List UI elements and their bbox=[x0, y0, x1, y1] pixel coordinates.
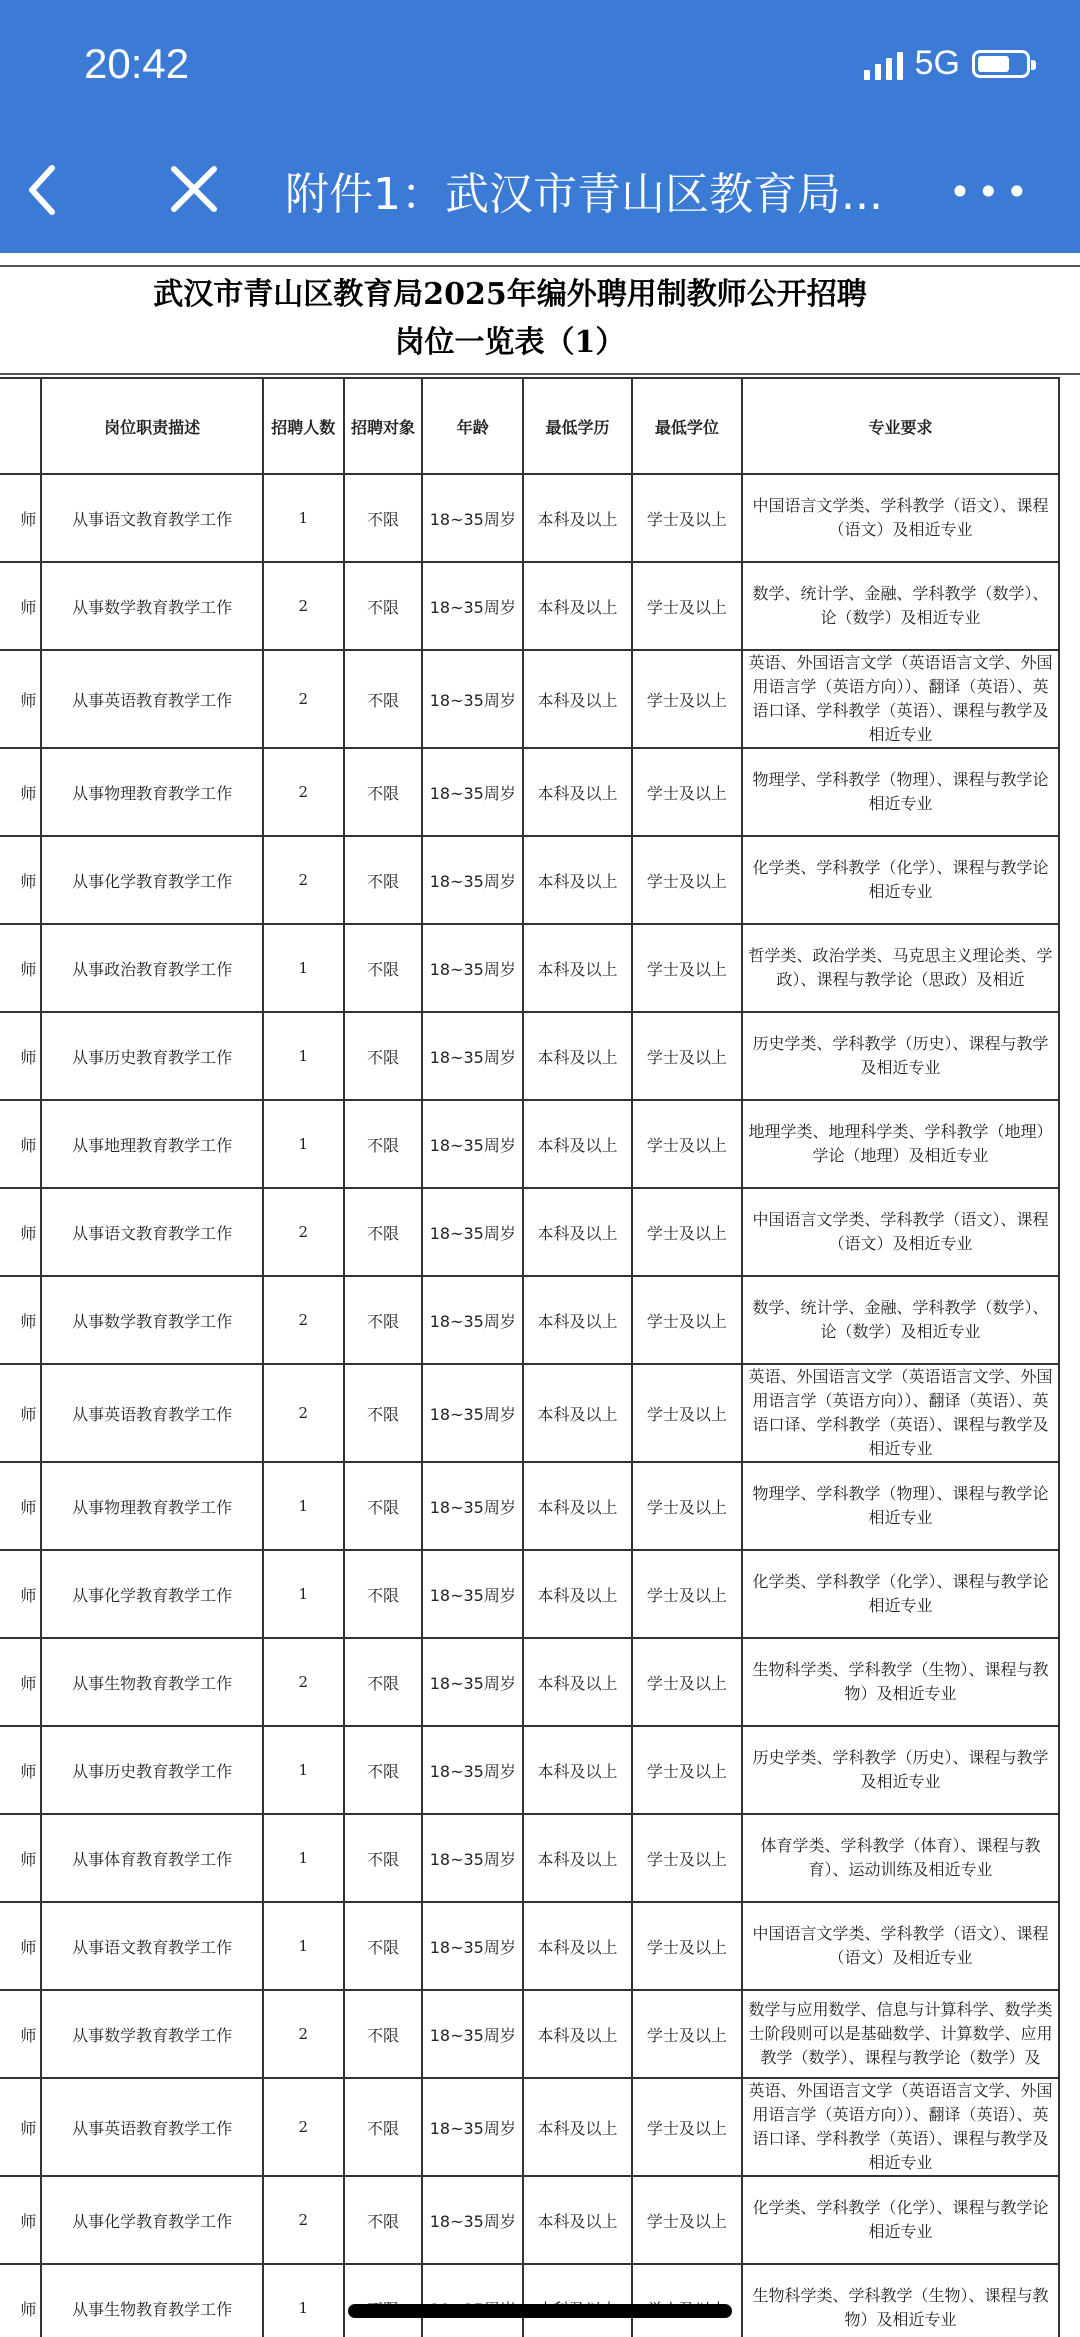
table-row bbox=[0, 1814, 1059, 1902]
top-bar bbox=[0, 0, 1080, 253]
cell-count: 1 bbox=[263, 1100, 344, 1188]
cell-cut: 师 bbox=[0, 836, 41, 924]
cell-count: 2 bbox=[263, 650, 344, 748]
cell-edu: 本科及以上 bbox=[523, 650, 632, 748]
jobs-table-body bbox=[0, 474, 1059, 2337]
cell-major: 生物科学类、学科教学（生物）、课程与教物）及相近专业 bbox=[742, 1638, 1059, 1726]
cell-duty: 从事数学教育教学工作 bbox=[41, 1990, 263, 2078]
header-target: 招聘对象 bbox=[344, 378, 423, 474]
cell-degree: 学士及以上 bbox=[632, 924, 742, 1012]
cell-duty: 从事物理教育教学工作 bbox=[41, 1462, 263, 1550]
cell-degree: 学士及以上 bbox=[632, 748, 742, 836]
cell-count: 1 bbox=[263, 1902, 344, 1990]
back-icon[interactable] bbox=[20, 160, 64, 220]
cell-degree: 学士及以上 bbox=[632, 1814, 742, 1902]
cell-duty: 从事语文教育教学工作 bbox=[41, 1902, 263, 1990]
cell-degree: 学士及以上 bbox=[632, 1462, 742, 1550]
cell-age: 18~35周岁 bbox=[422, 1990, 523, 2078]
header-major: 专业要求 bbox=[742, 378, 1059, 474]
cell-degree: 学士及以上 bbox=[632, 2078, 742, 2176]
cell-degree: 学士及以上 bbox=[632, 1364, 742, 1462]
cell-age: 18~35周岁 bbox=[422, 1550, 523, 1638]
cell-duty: 从事英语教育教学工作 bbox=[41, 1364, 263, 1462]
header-count: 招聘人数 bbox=[263, 378, 344, 474]
table-row bbox=[0, 748, 1059, 836]
cell-major: 历史学类、学科教学（历史）、课程与教学及相近专业 bbox=[742, 1726, 1059, 1814]
cell-age: 18~35周岁 bbox=[422, 924, 523, 1012]
cell-age: 18~35周岁 bbox=[422, 2176, 523, 2264]
cell-major: 体育学类、学科教学（体育）、课程与教育）、运动训练及相近专业 bbox=[742, 1814, 1059, 1902]
table-row bbox=[0, 474, 1059, 562]
cell-duty: 从事历史教育教学工作 bbox=[41, 1726, 263, 1814]
header-duty: 岗位职责描述 bbox=[41, 378, 263, 474]
table-row bbox=[0, 1276, 1059, 1364]
cell-degree: 学士及以上 bbox=[632, 1276, 742, 1364]
cell-duty: 从事政治教育教学工作 bbox=[41, 924, 263, 1012]
cell-edu: 本科及以上 bbox=[523, 1276, 632, 1364]
title-line-1: 武汉市青山区教育局2025年编外聘用制教师公开招聘 bbox=[153, 277, 867, 312]
cell-target: 不限 bbox=[344, 650, 423, 748]
table-row bbox=[0, 1188, 1059, 1276]
cell-cut: 师 bbox=[0, 1364, 41, 1462]
cell-degree: 学士及以上 bbox=[632, 836, 742, 924]
cell-age: 18~35周岁 bbox=[422, 650, 523, 748]
cell-count: 1 bbox=[263, 474, 344, 562]
cell-major: 化学类、学科教学（化学）、课程与教学论相近专业 bbox=[742, 2176, 1059, 2264]
cell-degree: 学士及以上 bbox=[632, 1990, 742, 2078]
cell-major: 化学类、学科教学（化学）、课程与教学论相近专业 bbox=[742, 1550, 1059, 1638]
title-line-2: 岗位一览表（1） bbox=[394, 325, 626, 360]
cell-duty: 从事生物教育教学工作 bbox=[41, 2264, 263, 2337]
close-icon[interactable] bbox=[168, 163, 220, 215]
table-row bbox=[0, 1990, 1059, 2078]
cell-age: 18~35周岁 bbox=[422, 1012, 523, 1100]
cell-age: 18~35周岁 bbox=[422, 1814, 523, 1902]
cell-duty: 从事历史教育教学工作 bbox=[41, 1012, 263, 1100]
more-icon[interactable]: ••• bbox=[948, 170, 1034, 214]
cell-major: 哲学类、政治学类、马克思主义理论类、学政）、课程与教学论（思政）及相近 bbox=[742, 924, 1059, 1012]
cell-cut: 师 bbox=[0, 474, 41, 562]
cell-age: 18~35周岁 bbox=[422, 1276, 523, 1364]
cell-degree: 学士及以上 bbox=[632, 1726, 742, 1814]
cell-edu: 本科及以上 bbox=[523, 474, 632, 562]
cell-major: 英语、外国语言文学（英语语言文学、外国用语言学（英语方向））、翻译（英语）、英语口译、学科教学（英语）、课程与教学及相近专业 bbox=[742, 650, 1059, 748]
cell-age: 18~35周岁 bbox=[422, 1726, 523, 1814]
cell-cut: 师 bbox=[0, 1550, 41, 1638]
cell-count: 2 bbox=[263, 562, 344, 650]
table-row bbox=[0, 1550, 1059, 1638]
cell-major: 数学与应用数学、信息与计算科学、数学类士阶段则可以是基础数学、计算数学、应用教学（数学）、课程与教学论（数学）及 bbox=[742, 1990, 1059, 2078]
cell-major: 数学、统计学、金融、学科教学（数学）、论（数学）及相近专业 bbox=[742, 1276, 1059, 1364]
cell-edu: 本科及以上 bbox=[523, 748, 632, 836]
cell-count: 2 bbox=[263, 748, 344, 836]
table-row bbox=[0, 650, 1059, 748]
cell-target: 不限 bbox=[344, 836, 423, 924]
cell-age: 18~35周岁 bbox=[422, 474, 523, 562]
document-title bbox=[0, 271, 1020, 367]
cell-edu: 本科及以上 bbox=[523, 1990, 632, 2078]
cell-edu: 本科及以上 bbox=[523, 2176, 632, 2264]
divider bbox=[0, 373, 1080, 375]
network-type: 5G bbox=[914, 44, 960, 82]
cell-count: 2 bbox=[263, 1364, 344, 1462]
cell-edu: 本科及以上 bbox=[523, 1638, 632, 1726]
cell-target: 不限 bbox=[344, 924, 423, 1012]
table-row bbox=[0, 562, 1059, 650]
cell-count: 1 bbox=[263, 1462, 344, 1550]
cell-count: 2 bbox=[263, 1276, 344, 1364]
cell-age: 18~35周岁 bbox=[422, 1364, 523, 1462]
cell-degree: 学士及以上 bbox=[632, 474, 742, 562]
cell-target: 不限 bbox=[344, 1364, 423, 1462]
cell-degree: 学士及以上 bbox=[632, 1100, 742, 1188]
cell-count: 2 bbox=[263, 836, 344, 924]
document-view[interactable] bbox=[0, 253, 1080, 2337]
cell-cut: 师 bbox=[0, 2176, 41, 2264]
cell-edu: 本科及以上 bbox=[523, 1902, 632, 1990]
cell-degree: 学士及以上 bbox=[632, 1550, 742, 1638]
cell-count: 2 bbox=[263, 1638, 344, 1726]
cell-edu: 本科及以上 bbox=[523, 1462, 632, 1550]
cell-cut: 师 bbox=[0, 1188, 41, 1276]
table-row bbox=[0, 1364, 1059, 1462]
cell-count: 2 bbox=[263, 1990, 344, 2078]
cell-degree: 学士及以上 bbox=[632, 1902, 742, 1990]
cell-edu: 本科及以上 bbox=[523, 1100, 632, 1188]
cell-age: 18~35周岁 bbox=[422, 1638, 523, 1726]
cell-cut: 师 bbox=[0, 1814, 41, 1902]
cell-cut: 师 bbox=[0, 924, 41, 1012]
cell-edu: 本科及以上 bbox=[523, 1550, 632, 1638]
cell-cut: 师 bbox=[0, 748, 41, 836]
cell-count: 1 bbox=[263, 1012, 344, 1100]
cell-count: 1 bbox=[263, 1814, 344, 1902]
cell-edu: 本科及以上 bbox=[523, 1726, 632, 1814]
table-row bbox=[0, 836, 1059, 924]
cell-target: 不限 bbox=[344, 474, 423, 562]
cell-duty: 从事地理教育教学工作 bbox=[41, 1100, 263, 1188]
cell-age: 18~35周岁 bbox=[422, 748, 523, 836]
battery-icon bbox=[972, 50, 1030, 78]
cell-duty: 从事生物教育教学工作 bbox=[41, 1638, 263, 1726]
cell-cut: 师 bbox=[0, 1902, 41, 1990]
cell-major: 中国语言文学类、学科教学（语文）、课程（语文）及相近专业 bbox=[742, 1188, 1059, 1276]
cell-cut: 师 bbox=[0, 1100, 41, 1188]
cell-cut: 师 bbox=[0, 2078, 41, 2176]
cell-target: 不限 bbox=[344, 1814, 423, 1902]
cell-age: 18~35周岁 bbox=[422, 1100, 523, 1188]
cell-count: 2 bbox=[263, 1188, 344, 1276]
header-edu: 最低学历 bbox=[523, 378, 632, 474]
cell-major: 中国语言文学类、学科教学（语文）、课程（语文）及相近专业 bbox=[742, 474, 1059, 562]
cell-major: 化学类、学科教学（化学）、课程与教学论相近专业 bbox=[742, 836, 1059, 924]
cell-degree: 学士及以上 bbox=[632, 1012, 742, 1100]
cell-target: 不限 bbox=[344, 1462, 423, 1550]
cell-degree: 学士及以上 bbox=[632, 1188, 742, 1276]
cell-count: 1 bbox=[263, 1550, 344, 1638]
cell-target: 不限 bbox=[344, 1188, 423, 1276]
page-title: 附件1：武汉市青山区教育局... bbox=[285, 169, 883, 220]
cell-degree: 学士及以上 bbox=[632, 2176, 742, 2264]
signal-icon bbox=[864, 48, 903, 80]
cell-target: 不限 bbox=[344, 748, 423, 836]
cell-target: 不限 bbox=[344, 1902, 423, 1990]
cell-edu: 本科及以上 bbox=[523, 1188, 632, 1276]
cell-cut: 师 bbox=[0, 1726, 41, 1814]
header-age: 年龄 bbox=[422, 378, 523, 474]
table-row bbox=[0, 1638, 1059, 1726]
cell-age: 18~35周岁 bbox=[422, 836, 523, 924]
cell-degree: 学士及以上 bbox=[632, 650, 742, 748]
cell-target bbox=[344, 2264, 423, 2337]
cell-major: 中国语言文学类、学科教学（语文）、课程（语文）及相近专业 bbox=[742, 1902, 1059, 1990]
header-cell-cut bbox=[0, 378, 41, 474]
status-time: 20:42 bbox=[84, 40, 190, 87]
cell-edu: 本科及以上 bbox=[523, 2078, 632, 2176]
cell-major: 地理学类、地理科学类、学科教学（地理）学论（地理）及相近专业 bbox=[742, 1100, 1059, 1188]
cell-age: 18~35周岁 bbox=[422, 1188, 523, 1276]
cell-age bbox=[422, 2264, 523, 2337]
cell-count: 1 bbox=[263, 2264, 344, 2337]
cell-age: 18~35周岁 bbox=[422, 562, 523, 650]
cell-major: 英语、外国语言文学（英语语言文学、外国用语言学（英语方向））、翻译（英语）、英语口译、学科教学（英语）、课程与教学及相近专业 bbox=[742, 2078, 1059, 2176]
table-row bbox=[0, 2264, 1059, 2337]
jobs-table bbox=[0, 377, 1060, 2337]
cell-target: 不限 bbox=[344, 2176, 423, 2264]
cell-count: 1 bbox=[263, 924, 344, 1012]
cell-target: 不限 bbox=[344, 2078, 423, 2176]
cell-degree: 学士及以上 bbox=[632, 562, 742, 650]
cell-edu: 本科及以上 bbox=[523, 1814, 632, 1902]
cell-major: 生物科学类、学科教学（生物）、课程与教物）及相近专业 bbox=[742, 2264, 1059, 2337]
cell-edu: 本科及以上 bbox=[523, 836, 632, 924]
cell-target: 不限 bbox=[344, 1550, 423, 1638]
cell-count: 2 bbox=[263, 2176, 344, 2264]
cell-count: 2 bbox=[263, 2078, 344, 2176]
cell-count: 1 bbox=[263, 1726, 344, 1814]
cell-target: 不限 bbox=[344, 562, 423, 650]
cell-duty: 从事英语教育教学工作 bbox=[41, 650, 263, 748]
cell-cut: 师 bbox=[0, 1012, 41, 1100]
cell-cut: 师 bbox=[0, 1276, 41, 1364]
header-degree: 最低学位 bbox=[632, 378, 742, 474]
cell-edu: 本科及以上 bbox=[523, 1012, 632, 1100]
cell-duty: 从事化学教育教学工作 bbox=[41, 836, 263, 924]
cell-target: 不限 bbox=[344, 1276, 423, 1364]
cell-duty: 从事数学教育教学工作 bbox=[41, 1276, 263, 1364]
cell-edu: 本科及以上 bbox=[523, 1364, 632, 1462]
cell-duty: 从事英语教育教学工作 bbox=[41, 2078, 263, 2176]
cell-duty: 从事物理教育教学工作 bbox=[41, 748, 263, 836]
table-header-row bbox=[0, 378, 1059, 474]
status-indicators bbox=[864, 44, 1030, 83]
cell-cut: 师 bbox=[0, 562, 41, 650]
cell-duty: 从事化学教育教学工作 bbox=[41, 2176, 263, 2264]
cell-duty: 从事体育教育教学工作 bbox=[41, 1814, 263, 1902]
cell-major: 英语、外国语言文学（英语语言文学、外国用语言学（英语方向））、翻译（英语）、英语口译、学科教学（英语）、课程与教学及相近专业 bbox=[742, 1364, 1059, 1462]
cell-target: 不限 bbox=[344, 1012, 423, 1100]
table-row bbox=[0, 1012, 1059, 1100]
cell-age: 18~35周岁 bbox=[422, 2078, 523, 2176]
table-row bbox=[0, 1726, 1059, 1814]
cell-target: 不限 bbox=[344, 1990, 423, 2078]
table-row bbox=[0, 1100, 1059, 1188]
cell-cut: 师 bbox=[0, 1990, 41, 2078]
cell-age: 18~35周岁 bbox=[422, 1462, 523, 1550]
table-row bbox=[0, 1462, 1059, 1550]
cell-major: 历史学类、学科教学（历史）、课程与教学及相近专业 bbox=[742, 1012, 1059, 1100]
cell-duty: 从事化学教育教学工作 bbox=[41, 1550, 263, 1638]
cell-cut: 师 bbox=[0, 650, 41, 748]
cell-degree: 学士及以上 bbox=[632, 1638, 742, 1726]
table-row bbox=[0, 924, 1059, 1012]
cell-duty: 从事语文教育教学工作 bbox=[41, 1188, 263, 1276]
cell-target: 不限 bbox=[344, 1726, 423, 1814]
cell-edu bbox=[523, 2264, 632, 2337]
cell-major: 物理学、学科教学（物理）、课程与教学论相近专业 bbox=[742, 1462, 1059, 1550]
cell-duty: 从事语文教育教学工作 bbox=[41, 474, 263, 562]
cell-age: 18~35周岁 bbox=[422, 1902, 523, 1990]
cell-cut: 师 bbox=[0, 1462, 41, 1550]
table-row bbox=[0, 1902, 1059, 1990]
home-indicator[interactable] bbox=[348, 2304, 732, 2318]
cell-major: 数学、统计学、金融、学科教学（数学）、论（数学）及相近专业 bbox=[742, 562, 1059, 650]
cell-duty: 从事数学教育教学工作 bbox=[41, 562, 263, 650]
cell-degree bbox=[632, 2264, 742, 2337]
cell-cut: 师 bbox=[0, 1638, 41, 1726]
cell-edu: 本科及以上 bbox=[523, 562, 632, 650]
cell-cut: 师 bbox=[0, 2264, 41, 2337]
cell-target: 不限 bbox=[344, 1100, 423, 1188]
cell-edu: 本科及以上 bbox=[523, 924, 632, 1012]
divider bbox=[0, 265, 1080, 267]
table-row bbox=[0, 2176, 1059, 2264]
table-row bbox=[0, 2078, 1059, 2176]
cell-major: 物理学、学科教学（物理）、课程与教学论相近专业 bbox=[742, 748, 1059, 836]
cell-target: 不限 bbox=[344, 1638, 423, 1726]
